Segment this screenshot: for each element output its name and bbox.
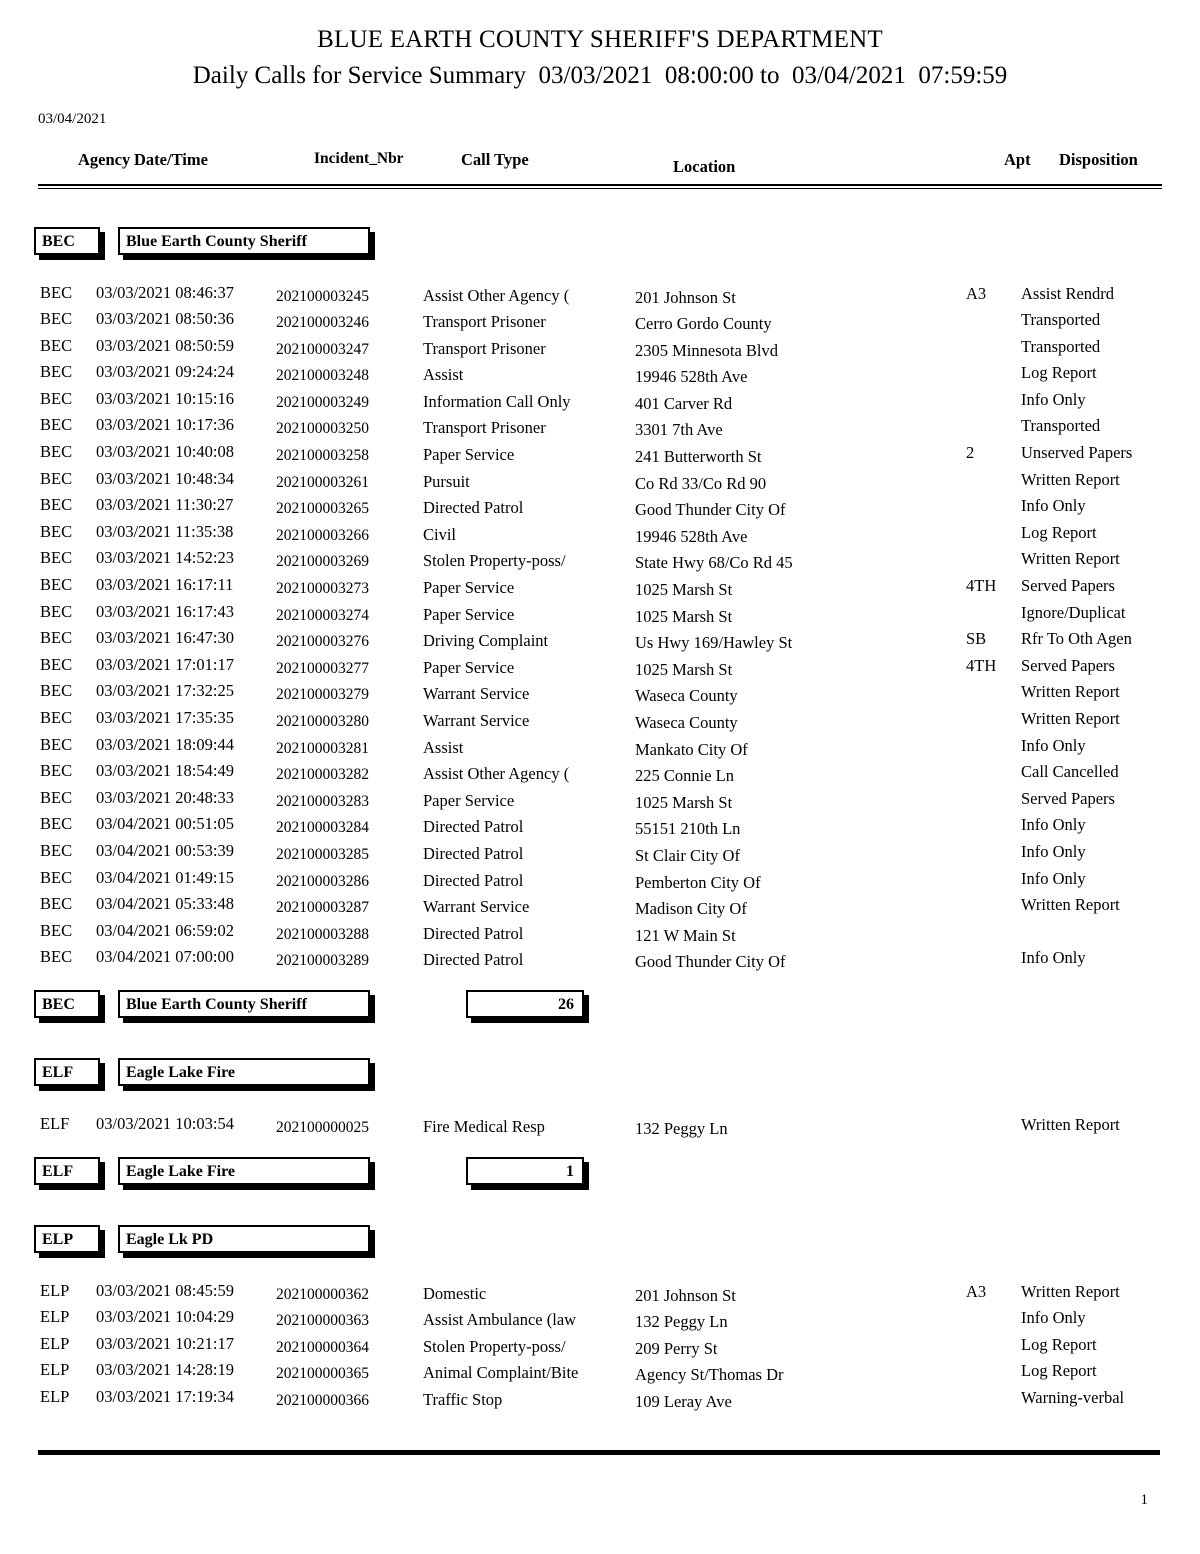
cell-agency: BEC	[40, 814, 73, 834]
cell-incident-nbr: 202100003248	[276, 367, 369, 385]
table-row	[0, 814, 1200, 841]
cell-datetime: 03/03/2021 10:17:36	[96, 415, 234, 435]
group-gap	[0, 1187, 1200, 1225]
cell-disposition: Rfr To Oth Agen	[1021, 629, 1132, 649]
cell-datetime: 03/03/2021 09:24:24	[96, 362, 234, 382]
cell-call-type: Warrant Service	[423, 897, 530, 917]
cell-apt: 4TH	[966, 655, 997, 675]
cell-call-type: Traffic Stop	[423, 1389, 503, 1409]
cell-disposition: Info Only	[1021, 496, 1086, 516]
cell-disposition: Call Cancelled	[1021, 762, 1119, 782]
cell-datetime: 03/03/2021 10:40:08	[96, 442, 234, 462]
group-code-box: ELF	[34, 1157, 100, 1185]
table-row	[0, 708, 1200, 735]
cell-incident-nbr: 202100003281	[276, 739, 369, 757]
cell-disposition: Info Only	[1021, 868, 1086, 888]
cell-call-type: Warrant Service	[423, 684, 530, 704]
cell-disposition: Unserved Papers	[1021, 443, 1133, 463]
cell-incident-nbr: 202100000362	[276, 1285, 369, 1303]
cell-location: 209 Perry St	[635, 1338, 718, 1358]
cell-datetime: 03/03/2021 16:17:11	[96, 575, 234, 595]
cell-incident-nbr: 202100003280	[276, 713, 369, 730]
table-row	[0, 761, 1200, 788]
cell-agency: BEC	[40, 468, 73, 488]
group-header-bar	[34, 227, 1200, 257]
cell-disposition: Info Only	[1021, 841, 1086, 861]
cell-apt: A3	[966, 1281, 987, 1301]
cell-incident-nbr: 202100003284	[276, 819, 369, 837]
cell-incident-nbr: 202100003269	[276, 553, 369, 571]
cell-apt: 2	[966, 443, 975, 463]
cell-datetime: 03/03/2021 08:46:37	[96, 282, 234, 302]
cell-disposition: Transported	[1021, 416, 1101, 436]
cell-agency: BEC	[40, 920, 73, 940]
cell-disposition: Written Report	[1021, 1114, 1120, 1134]
cell-datetime: 03/03/2021 16:17:43	[96, 601, 234, 621]
cell-call-type: Assist	[423, 737, 464, 757]
cell-disposition: Written Report	[1021, 549, 1120, 569]
column-header-apt: Apt	[1004, 149, 1031, 169]
column-header-disposition: Disposition	[1059, 149, 1138, 169]
cell-datetime: 03/03/2021 10:04:29	[96, 1307, 234, 1327]
cell-disposition: Info Only	[1021, 815, 1086, 835]
cell-datetime: 03/04/2021 01:49:15	[96, 867, 234, 887]
cell-incident-nbr: 202100003287	[276, 899, 369, 917]
cell-incident-nbr: 202100003288	[276, 925, 369, 943]
group-header-bar	[34, 1225, 1200, 1255]
cell-agency: BEC	[40, 362, 73, 382]
cell-incident-nbr: 202100003245	[276, 287, 369, 305]
cell-location: 19946 528th Ave	[635, 526, 748, 546]
cell-incident-nbr: 202100003266	[276, 526, 369, 544]
table-row	[0, 389, 1200, 416]
cell-incident-nbr: 202100003265	[276, 500, 369, 518]
cell-call-type: Paper Service	[423, 657, 515, 677]
cell-call-type: Assist Other Agency (	[423, 285, 570, 305]
group-name-box: Eagle Lk PD	[118, 1225, 370, 1253]
cell-agency: BEC	[40, 681, 73, 701]
table-row	[0, 575, 1200, 602]
cell-location: 1025 Marsh St	[635, 606, 733, 626]
cell-disposition: Info Only	[1021, 1308, 1086, 1328]
cell-location: Cerro Gordo County	[635, 314, 772, 334]
table-row	[0, 921, 1200, 948]
table-row	[0, 735, 1200, 762]
cell-disposition: Assist Rendrd	[1021, 283, 1115, 303]
cell-call-type: Paper Service	[423, 790, 515, 810]
cell-agency: ELP	[40, 1360, 70, 1380]
cell-call-type: Fire Medical Resp	[423, 1116, 545, 1136]
cell-call-type: Transport Prisoner	[423, 338, 546, 358]
cell-agency: BEC	[40, 601, 73, 621]
cell-datetime: 03/03/2021 14:28:19	[96, 1360, 234, 1380]
group-footer-bar	[34, 990, 1200, 1020]
cell-datetime: 03/03/2021 16:47:30	[96, 628, 234, 648]
cell-datetime: 03/03/2021 10:21:17	[96, 1333, 234, 1353]
cell-location: Mankato City Of	[635, 739, 748, 759]
cell-datetime: 03/03/2021 11:30:27	[96, 495, 234, 515]
cell-location: 1025 Marsh St	[635, 580, 733, 600]
cell-call-type: Directed Patrol	[423, 950, 524, 970]
group-header-bar	[34, 1058, 1200, 1088]
cell-disposition: Log Report	[1021, 522, 1097, 542]
cell-disposition: Warning-verbal	[1021, 1387, 1125, 1407]
cell-call-type: Paper Service	[423, 445, 515, 465]
group-code-box: ELF	[34, 1058, 100, 1086]
cell-agency: BEC	[40, 840, 73, 860]
cell-call-type: Directed Patrol	[423, 923, 524, 943]
cell-location: St Clair City Of	[635, 845, 740, 865]
cell-datetime: 03/03/2021 17:01:17	[96, 654, 234, 674]
cell-apt: SB	[966, 629, 987, 649]
cell-incident-nbr: 202100003289	[276, 952, 369, 970]
cell-location: Agency St/Thomas Dr	[635, 1365, 784, 1385]
table-row	[0, 1360, 1200, 1387]
table-row	[0, 681, 1200, 708]
cell-datetime: 03/03/2021 20:48:33	[96, 787, 234, 807]
cell-agency: BEC	[40, 575, 73, 595]
cell-agency: BEC	[40, 761, 73, 781]
cell-disposition: Ignore/Duplicat	[1021, 602, 1126, 622]
column-header-agency: Agency	[78, 149, 131, 169]
column-header-datetime: Date/Time	[134, 149, 208, 169]
table-row	[0, 522, 1200, 549]
cell-apt: 4TH	[966, 576, 997, 596]
cell-incident-nbr: 202100000366	[276, 1391, 369, 1409]
cell-call-type: Information Call Only	[423, 391, 571, 411]
table-row	[0, 655, 1200, 682]
cell-incident-nbr: 202100003249	[276, 393, 369, 411]
cell-datetime: 03/03/2021 08:45:59	[96, 1280, 234, 1300]
cell-location: 19946 528th Ave	[635, 367, 748, 387]
cell-call-type: Stolen Property-poss/	[423, 551, 566, 571]
cell-location: 2305 Minnesota Blvd	[635, 340, 778, 360]
table-row	[0, 841, 1200, 868]
cell-call-type: Animal Complaint/Bite	[423, 1363, 579, 1383]
column-header-incident-nbr: Incident_Nbr	[314, 149, 404, 167]
cell-incident-nbr: 202100000364	[276, 1338, 369, 1356]
cell-agency: BEC	[40, 894, 73, 914]
cell-call-type: Directed Patrol	[423, 870, 524, 890]
group-count-box: 1	[466, 1157, 584, 1185]
cell-agency: BEC	[40, 388, 73, 408]
group-name-box: Blue Earth County Sheriff	[118, 990, 370, 1018]
cell-incident-nbr: 202100003250	[276, 420, 369, 438]
cell-location: Pemberton City Of	[635, 872, 761, 892]
cell-disposition: Log Report	[1021, 1334, 1097, 1354]
group-gap	[0, 189, 1200, 227]
cell-incident-nbr: 202100000365	[276, 1365, 369, 1383]
cell-disposition: Written Report	[1021, 709, 1120, 728]
cell-datetime: 03/04/2021 06:59:02	[96, 920, 234, 940]
cell-call-type: Directed Patrol	[423, 817, 524, 837]
cell-agency: ELP	[40, 1386, 70, 1406]
cell-location: 3301 7th Ave	[635, 420, 723, 440]
cell-call-type: Assist Ambulance (law	[423, 1310, 577, 1330]
group-header-gap	[0, 257, 1200, 283]
cell-agency: BEC	[40, 708, 73, 727]
cell-call-type: Paper Service	[423, 604, 515, 624]
cell-agency: BEC	[40, 548, 73, 568]
group-name-box: Eagle Lake Fire	[118, 1157, 370, 1185]
cell-agency: BEC	[40, 787, 73, 807]
cell-location: 121 W Main St	[635, 925, 736, 945]
cell-location: 132 Peggy Ln	[635, 1312, 728, 1332]
cell-agency: BEC	[40, 947, 73, 967]
cell-incident-nbr: 202100003246	[276, 314, 369, 332]
table-row	[0, 469, 1200, 496]
cell-agency: BEC	[40, 442, 73, 462]
cell-call-type: Stolen Property-poss/	[423, 1336, 566, 1356]
cell-location: 1025 Marsh St	[635, 792, 733, 812]
cell-disposition: Info Only	[1021, 735, 1086, 755]
cell-incident-nbr: 202100003247	[276, 340, 369, 358]
cell-location: 401 Carver Rd	[635, 393, 733, 413]
cell-datetime: 03/04/2021 00:51:05	[96, 814, 234, 834]
table-row	[0, 1307, 1200, 1334]
column-header-row	[38, 150, 1162, 184]
groups-container	[0, 189, 1200, 1414]
cell-incident-nbr: 202100000363	[276, 1312, 369, 1330]
cell-location: 109 Leray Ave	[635, 1391, 732, 1411]
cell-location: Good Thunder City Of	[635, 952, 786, 972]
cell-datetime: 03/03/2021 18:54:49	[96, 761, 234, 781]
group-code-box: BEC	[34, 227, 100, 255]
cell-incident-nbr: 202100000025	[276, 1118, 369, 1136]
cell-agency: BEC	[40, 628, 73, 648]
cell-incident-nbr: 202100003276	[276, 633, 369, 651]
group-gap	[0, 1020, 1200, 1058]
cell-datetime: 03/03/2021 17:19:34	[96, 1386, 234, 1406]
cell-incident-nbr: 202100003286	[276, 872, 369, 890]
table-row	[0, 362, 1200, 389]
page-subtitle: Daily Calls for Service Summary 03/03/2021 08:00:00 to 03/04/2021 07:59:59	[192, 61, 1008, 89]
cell-agency: BEC	[40, 521, 73, 541]
cell-incident-nbr: 202100003258	[276, 447, 369, 465]
cell-disposition: Log Report	[1021, 1361, 1097, 1381]
detail-rows	[0, 1281, 1200, 1414]
cell-agency: ELF	[40, 1113, 70, 1133]
cell-datetime: 03/03/2021 17:32:25	[96, 681, 234, 701]
cell-call-type: Warrant Service	[423, 711, 530, 730]
cell-datetime: 03/03/2021 10:48:34	[96, 468, 234, 488]
cell-call-type: Directed Patrol	[423, 498, 524, 518]
table-row	[0, 548, 1200, 575]
cell-disposition: Written Report	[1021, 895, 1120, 915]
cell-disposition: Written Report	[1021, 469, 1120, 489]
cell-disposition: Served Papers	[1021, 788, 1115, 808]
group-name-box: Eagle Lake Fire	[118, 1058, 370, 1086]
cell-location: State Hwy 68/Co Rd 45	[635, 553, 793, 573]
column-header-call-type: Call Type	[461, 149, 529, 169]
cell-datetime: 03/03/2021 08:50:36	[96, 309, 234, 329]
group-header-gap	[0, 1088, 1200, 1114]
cell-datetime: 03/03/2021 10:03:54	[96, 1113, 234, 1133]
cell-agency: BEC	[40, 335, 73, 355]
cell-disposition: Written Report	[1021, 1281, 1120, 1301]
cell-agency: ELP	[40, 1307, 70, 1327]
cell-disposition: Transported	[1021, 310, 1101, 330]
cell-disposition: Served Papers	[1021, 576, 1115, 596]
cell-datetime: 03/03/2021 17:35:35	[96, 708, 234, 727]
cell-disposition: Log Report	[1021, 363, 1097, 383]
cell-apt: A3	[966, 283, 987, 303]
cell-location: Co Rd 33/Co Rd 90	[635, 473, 767, 493]
cell-location: Good Thunder City Of	[635, 500, 786, 520]
cell-incident-nbr: 202100003285	[276, 845, 369, 863]
cell-agency: BEC	[40, 309, 73, 329]
page-title: BLUE EARTH COUNTY SHERIFF'S DEPARTMENT	[317, 26, 883, 53]
table-row	[0, 1114, 1200, 1141]
cell-datetime: 03/03/2021 10:15:16	[96, 388, 234, 408]
table-row	[0, 868, 1200, 895]
table-row	[0, 442, 1200, 469]
cell-call-type: Transport Prisoner	[423, 418, 546, 438]
cell-incident-nbr: 202100003282	[276, 766, 369, 784]
detail-rows	[0, 1114, 1200, 1141]
cell-call-type: Domestic	[423, 1283, 487, 1303]
table-row	[0, 495, 1200, 522]
table-row	[0, 788, 1200, 815]
cell-location: 1025 Marsh St	[635, 659, 733, 679]
run-date: 03/04/2021	[38, 110, 107, 127]
cell-incident-nbr: 202100003277	[276, 659, 369, 677]
cell-location: 201 Johnson St	[635, 287, 736, 307]
table-row	[0, 628, 1200, 655]
cell-call-type: Assist Other Agency (	[423, 764, 570, 784]
cell-agency: BEC	[40, 415, 73, 435]
cell-agency: BEC	[40, 282, 73, 302]
cell-incident-nbr: 202100003273	[276, 580, 369, 598]
column-header-location: Location	[673, 156, 736, 176]
cell-disposition: Info Only	[1021, 948, 1086, 968]
cell-location: 225 Connie Ln	[635, 766, 734, 786]
cell-call-type: Directed Patrol	[423, 843, 524, 863]
cell-location: Waseca County	[635, 713, 738, 732]
group-name-box: Blue Earth County Sheriff	[118, 227, 370, 255]
cell-location: 132 Peggy Ln	[635, 1118, 728, 1138]
table-row	[0, 336, 1200, 363]
cell-agency: BEC	[40, 495, 73, 515]
cell-disposition: Served Papers	[1021, 655, 1115, 675]
cell-agency: BEC	[40, 654, 73, 674]
cell-incident-nbr: 202100003279	[276, 686, 369, 704]
table-row	[0, 1334, 1200, 1361]
cell-agency: BEC	[40, 734, 73, 754]
cell-datetime: 03/03/2021 11:35:38	[96, 521, 234, 541]
cell-call-type: Pursuit	[423, 471, 470, 491]
cell-datetime: 03/03/2021 18:09:44	[96, 734, 234, 754]
table-row	[0, 283, 1200, 310]
cell-datetime: 03/04/2021 05:33:48	[96, 894, 234, 914]
group-footer-gap	[0, 974, 1200, 990]
table-row	[0, 415, 1200, 442]
cell-agency: ELP	[40, 1333, 70, 1353]
cell-disposition: Transported	[1021, 336, 1101, 356]
cell-datetime: 03/04/2021 00:53:39	[96, 840, 234, 860]
cell-agency: BEC	[40, 867, 73, 887]
cell-location: 55151 210th Ln	[635, 819, 741, 839]
cell-incident-nbr: 202100003274	[276, 606, 369, 624]
group-code-box: BEC	[34, 990, 100, 1018]
cell-agency: ELP	[40, 1280, 70, 1300]
table-row	[0, 947, 1200, 974]
detail-rows	[0, 283, 1200, 974]
cell-call-type: Paper Service	[423, 578, 515, 598]
cell-location: 241 Butterworth St	[635, 447, 762, 467]
group-count-box: 26	[466, 990, 584, 1018]
group-header-gap	[0, 1255, 1200, 1281]
cell-incident-nbr: 202100003283	[276, 792, 369, 810]
group-footer-gap	[0, 1141, 1200, 1157]
cell-location: Us Hwy 169/Hawley St	[635, 633, 793, 653]
title-block	[0, 0, 1200, 91]
cell-call-type: Assist	[423, 365, 464, 385]
cell-location: Waseca County	[635, 686, 738, 706]
table-row	[0, 1387, 1200, 1414]
cell-disposition: Info Only	[1021, 389, 1086, 409]
cell-datetime: 03/03/2021 14:52:23	[96, 548, 234, 568]
cell-disposition: Written Report	[1021, 682, 1120, 702]
cell-incident-nbr: 202100003261	[276, 473, 369, 491]
table-row	[0, 602, 1200, 629]
page-number: 1	[1140, 1492, 1148, 1508]
cell-location: 201 Johnson St	[635, 1285, 736, 1305]
footer-divider	[38, 1450, 1160, 1455]
cell-datetime: 03/04/2021 07:00:00	[96, 947, 234, 967]
cell-datetime: 03/03/2021 08:50:59	[96, 335, 234, 355]
cell-call-type: Transport Prisoner	[423, 312, 546, 332]
cell-location: Madison City Of	[635, 899, 747, 919]
table-row	[0, 309, 1200, 336]
group-code-box: ELP	[34, 1225, 100, 1253]
cell-call-type: Civil	[423, 524, 457, 544]
group-footer-bar	[34, 1157, 1200, 1187]
cell-call-type: Driving Complaint	[423, 631, 549, 651]
table-row	[0, 1281, 1200, 1308]
table-row	[0, 894, 1200, 921]
